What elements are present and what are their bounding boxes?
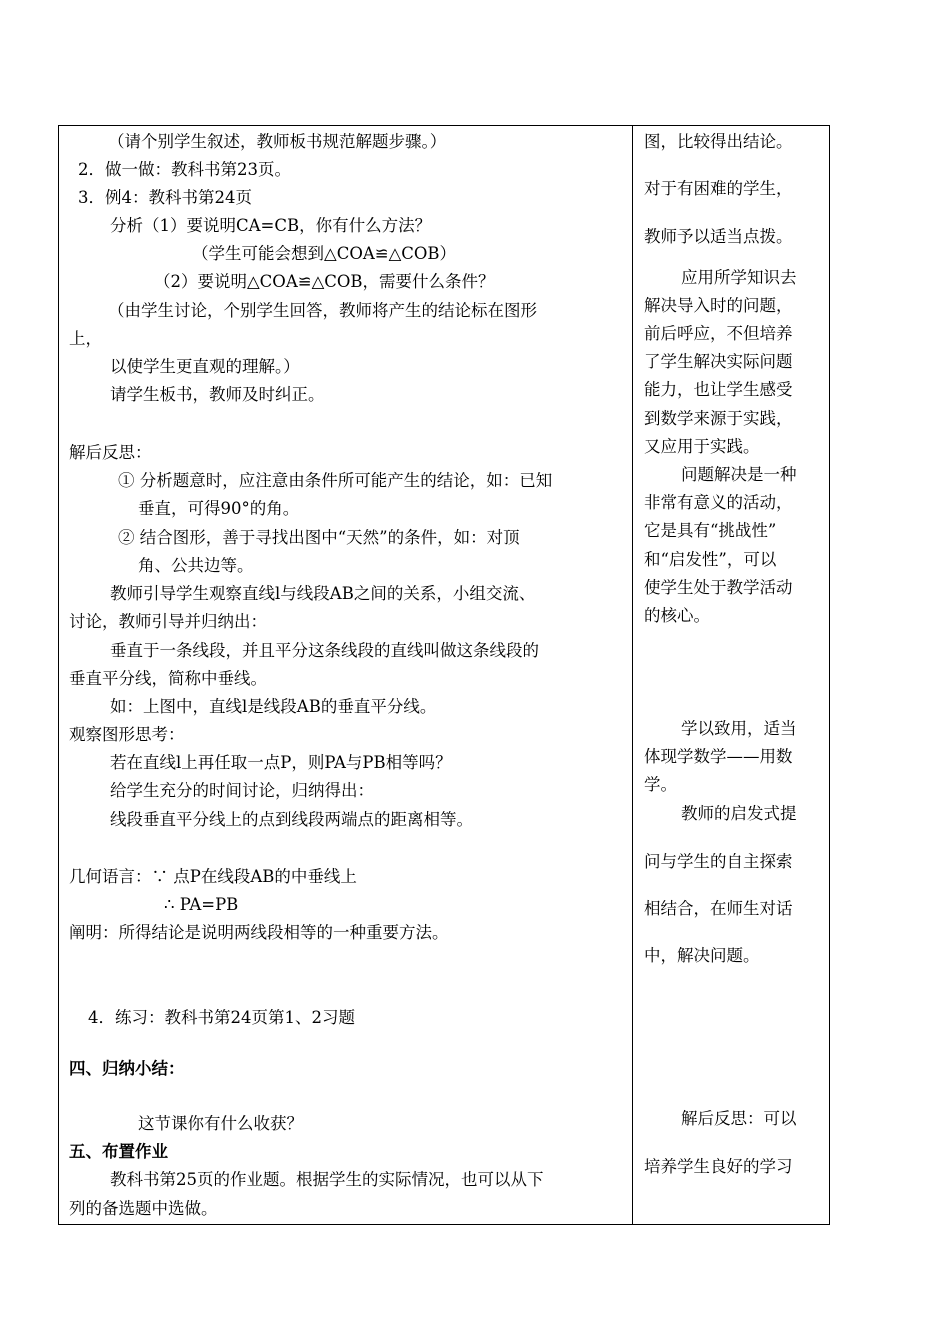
text-line: 阐明：所得结论是说明两线段相等的一种重要方法。 xyxy=(69,923,449,942)
note-line: 又应用于实践。 xyxy=(644,437,760,456)
section-heading: 五、布置作业 xyxy=(69,1142,168,1161)
note-line: 教师予以适当点拨。 xyxy=(644,227,793,246)
text-line: 上， xyxy=(69,329,102,348)
note-line: 解后反思：可以 xyxy=(681,1109,797,1128)
text-line: 2．做一做：教科书第23页。 xyxy=(78,160,291,179)
note-line: 学以致用，适当 xyxy=(681,719,797,738)
note-line: 和“启发性”，可以 xyxy=(644,550,777,569)
note-line: 应用所学知识去 xyxy=(681,268,797,287)
text-line: 分析（1）要说明CA=CB，你有什么方法？ xyxy=(110,216,432,235)
text-line: （请个别学生叙述，教师板书规范解题步骤。） xyxy=(108,132,447,151)
note-line: 对于有困难的学生， xyxy=(644,179,793,198)
note-line: 能力，也让学生感受 xyxy=(644,380,793,399)
text-line: 3．例4：教科书第24页 xyxy=(78,188,252,207)
text-line: 教科书第25页的作业题。根据学生的实际情况，也可以从下 xyxy=(110,1170,544,1189)
text-line: ① 分析题意时，应注意由条件所可能产生的结论，如：已知 xyxy=(118,471,553,490)
note-line: 学。 xyxy=(644,775,677,794)
text-line: 垂直平分线，简称中垂线。 xyxy=(69,669,267,688)
text-line: 列的备选题中选做。 xyxy=(69,1199,218,1218)
note-line: 体现学数学——用数 xyxy=(644,747,793,766)
note-line: 图，比较得出结论。 xyxy=(644,132,793,151)
text-line: （2）要说明△COA≌△COB，需要什么条件？ xyxy=(154,272,495,291)
note-line: 它是具有“挑战性” xyxy=(644,521,777,540)
text-line: 这节课你有什么收获？ xyxy=(138,1114,303,1133)
text-line: （由学生讨论，个别学生回答，教师将产生的结论标在图形 xyxy=(108,301,537,320)
text-line: 线段垂直平分线上的点到线段两端点的距离相等。 xyxy=(110,810,473,829)
section-label: 解后反思： xyxy=(69,443,152,462)
text-line: （学生可能会想到△COA≌△COB） xyxy=(192,244,457,263)
text-line: 以使学生更直观的理解。） xyxy=(110,357,300,376)
note-line: 非常有意义的活动， xyxy=(644,493,793,512)
text-line: 给学生充分的时间讨论，归纳得出： xyxy=(110,781,374,800)
text-line: ② 结合图形，善于寻找出图中“天然”的条件，如：对顶 xyxy=(118,528,520,547)
section-heading: 四、归纳小结： xyxy=(69,1059,185,1078)
note-line: 中，解决问题。 xyxy=(644,946,760,965)
lesson-plan-table xyxy=(58,125,830,1225)
note-line: 前后呼应，不但培养 xyxy=(644,324,793,343)
text-line: 如：上图中，直线l是线段AB的垂直平分线。 xyxy=(110,697,437,716)
note-line: 到数学来源于实践， xyxy=(644,409,793,428)
column-divider xyxy=(632,126,633,1224)
note-line: 使学生处于教学活动 xyxy=(644,578,793,597)
text-line: 若在直线l上再任取一点P，则PA与PB相等吗？ xyxy=(110,753,452,772)
note-line: 相结合，在师生对话 xyxy=(644,899,793,918)
text-line: 观察图形思考： xyxy=(69,725,185,744)
geometry-language: 几何语言：∵ 点P在线段AB的中垂线上 xyxy=(69,867,357,886)
text-line: 垂直于一条线段，并且平分这条线段的直线叫做这条线段的 xyxy=(110,641,539,660)
note-line: 问与学生的自主探索 xyxy=(644,852,793,871)
text-line: ∴ PA=PB xyxy=(164,895,239,914)
note-line: 教师的启发式提 xyxy=(681,804,797,823)
text-line: 请学生板书，教师及时纠正。 xyxy=(110,385,325,404)
note-line: 问题解决是一种 xyxy=(681,465,797,484)
note-line: 了学生解决实际问题 xyxy=(644,352,793,371)
text-line: 讨论，教师引导并归纳出： xyxy=(69,612,267,631)
text-line: 垂直，可得90°的角。 xyxy=(138,499,300,518)
note-line: 解决导入时的问题， xyxy=(644,296,793,315)
note-line: 培养学生良好的学习 xyxy=(644,1157,793,1176)
text-line: 教师引导学生观察直线l与线段AB之间的关系，小组交流、 xyxy=(110,584,536,603)
note-line: 的核心。 xyxy=(644,606,710,625)
text-line: 角、公共边等。 xyxy=(138,556,254,575)
text-line: 4．练习：教科书第24页第1、2习题 xyxy=(88,1008,355,1027)
